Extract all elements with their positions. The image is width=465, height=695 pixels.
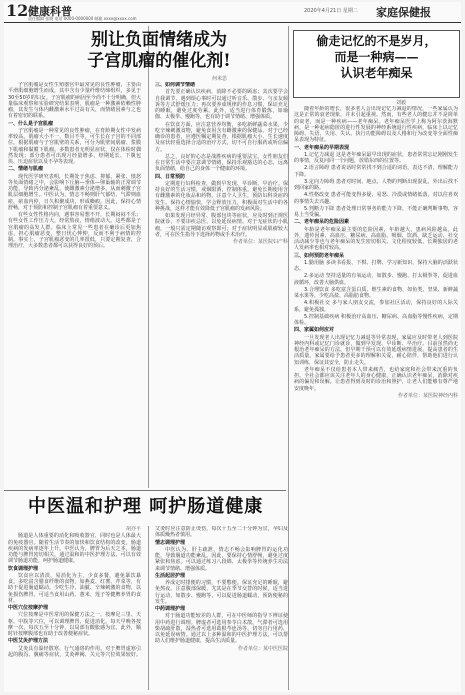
subheading: 情志调理护理 (155, 539, 186, 546)
byline: 作者单位：某医院神经内科 (397, 392, 458, 399)
article2-body (8, 526, 288, 690)
section-rule (4, 490, 286, 491)
subheading: 中医艾灸护理方法 (8, 638, 49, 645)
paragraph: 现代医学研究表明，长期处于焦虑、抑郁、紧张、愤怒等负面情绪之中，会影响下丘脑—垂体—卵巢轴的正常调节功能，导致内分泌紊乱，使雌激素分泌增多，从而刺激子宫肌层细胞增生。中医认为，情志不畅则肝气郁结，气滞则血瘀，瘀血内停，日久积聚成块，形成癥瘕。因此，保持心情舒畅，对于预防和控制子宫肌瘤有着重要意义。 (8, 173, 141, 211)
paragraph: 5.判断力下降 患者处理日常事务的能力下降，不能正确判断事物，容易上当受骗。 (294, 205, 458, 218)
byline: 作者单位：某医院妇产科 (232, 239, 288, 245)
subheading: 四、家属如何应对 (294, 327, 335, 334)
headline-line: 偷走记忆的不是岁月， (316, 34, 437, 48)
article1-headline (44, 30, 274, 72)
newspaper-page (4, 2, 461, 692)
page-number: 12 (6, 1, 29, 20)
column-divider (288, 26, 289, 690)
paragraph: 1.勤用脑 多读书看报、下棋、打牌、学习新知识，保持大脑的活跃状态。 (294, 259, 458, 272)
paragraph: 首先要正确认识疾病，消除不必要的顾虑；其次要学会自我调节，遇到烦心事时可以通过听音乐、散步、与亲友倾诉等方式舒缓压力；再次要养成规律的作息习惯，保证充足的睡眠，避免过度劳累。此外，适当进行体育锻炼，如瑜伽、太极拳、慢跑等，也有助于调节情绪、增强体质。 (155, 89, 288, 121)
article3-body (294, 106, 458, 690)
paragraph: 肠道是人体重要的消化和吸收器官，同时也是人体最大的免疫器官。随着生活节奏的加快和饮食结构的改变，肠道疾病的发病率逐年上升。中医认为，脾胃为后天之本，肠道功能与脾胃密切相关，通过温和的中医护理方法，可以有效调节肠道功能，呵护肠道健康。 (8, 533, 141, 565)
paragraph: 艾灸具有温经散寒、行气通络的作用。对于脾胃虚寒引起的腹泻、腹痛等症状，艾灸神阙、关元等穴位效果较好。艾灸时应注意防止烫伤，每次十五至二十分钟为宜，孕妇及体质燥热者慎用。 (8, 526, 288, 658)
paragraph: 如果发现月经异常、腹部包块等症状，应及时到正规医院就诊，不要讳疾忌医，以免延误病情。对于无症状的小肌瘤，一般只需定期随访观察即可；对于症状明显或肌瘤较大者，可在医生指导下选择药物或手术治疗。 (155, 213, 288, 238)
editor-info: 责任编辑 张晓 电话 0000-0000000 邮箱 xxxx@xxxx.com (28, 16, 137, 21)
headline-line: 子宫肌瘤的催化剂! (87, 51, 231, 71)
paper-name: 家庭保健报 (376, 6, 431, 19)
article1-body (8, 82, 288, 490)
headline-line: 而是一种病—— (334, 50, 419, 64)
paragraph: 3.合理饮食 多吃富含蛋白质、维生素的食物，如鱼类、坚果、新鲜蔬菜水果等，少吃高盐、高脂肪食物。 (294, 286, 458, 299)
paragraph: 子宫肌瘤是女性生殖器官中最常见的良性肿瘤，主要由平滑肌细胞增生而成，其中含有少量纤维结缔组织，多见于30至50岁的妇女。子宫肌瘤的病因至今尚不十分明确，但大量临床观察和实验研究结果表明，肌瘤是一种激素依赖性肿瘤，其发生与体内雌激素水平过高有关，而情绪因素与之也有着密切的联系。 (8, 82, 141, 120)
byline: 作者单位：某中医医院 (237, 645, 288, 652)
paragraph: 一旦发现老人出现记忆力减退等异常表现，家属应及时带老人到医院神经内科或记忆门诊就诊，做到早发现、早诊断、早治疗。目前虽然尚无根治老年痴呆的方法，但早期干预可以有效延缓病情进展，提高患者的生活质量。家属要给予患者更多的理解和关爱，耐心陪伴，帮助他们进行认知训练，保证其安全，防止走失。 (294, 334, 458, 366)
issue-date: 2020年4月21日 星期二 (304, 8, 358, 14)
page-header (4, 2, 461, 23)
subheading: 中药调理护理 (155, 606, 186, 612)
subheading: 四、日常预防 (155, 173, 186, 180)
paragraph: 有些女性性格内向，遇事容易想不开，长期闷闷不乐；有些女性工作压力大，经常熬夜，情绪波动大。这些都是子宫肌瘤的高发人群。临床上常见一些患者在确诊后更加焦虑，担心肌瘤恶变，整日忧心忡忡，反而不利于病情的控制。事实上，子宫肌瘤恶变的几率很低，只要定期复查，合理治疗，大多数患者都可以获得良好的预后。 (8, 212, 141, 250)
paragraph: 2.语言障碍 患者说话时常常找不到合适的词语，表达不清，理解能力下降。 (294, 165, 458, 178)
paragraph: 养成定时排便的习惯，不要憋便。保证充足的睡眠，避免熬夜。注意腹部保暖，尤其是在季节交替的时候。适当进行运动，如散步、慢跑等，可以促进肠道蠕动，预防便秘的发生。 (155, 580, 288, 605)
article2-headline: 中医温和护理 呵护肠道健康 (28, 496, 264, 517)
section-title: 健康科普 (28, 5, 72, 18)
subheading: 生活起居护理 (155, 572, 186, 579)
subheading: 一、老年痴呆的早期表现 (294, 144, 350, 151)
subheading: 饮食调理护理 (8, 565, 39, 572)
paragraph: 5.控制基础疾病 积极治疗高血压、糖尿病、高血脂等慢性疾病，定期体检。 (294, 313, 458, 326)
paragraph: 定期进行妇科检查，做到早发现、早诊断、早治疗。保持良好的生活习惯，戒烟限酒，控制体重。避免长期使用含有雌激素的化妆品和药物。注意个人卫生，预防妇科炎症的发生。保持心情愉快，学会释放压力，积极面对生活中的各种挑战，这样才能有效降低子宫肌瘤的发病风险。 (155, 180, 288, 212)
subheading: 二、情绪与肌瘤 (8, 166, 44, 173)
article3-headline (294, 33, 459, 81)
paragraph: 4.积极社交 多与家人朋友交流，参加社区活动，保持良好的人际关系，避免孤独。 (294, 300, 458, 313)
article1-author: 何米思 (212, 76, 228, 82)
paragraph: 3.定向力障碍 患者对时间、地点、人物的判断出现混乱，外出后找不到回家的路。 (294, 178, 458, 191)
paragraph: 对于肠道功能较差的人群，可在中医师的指导下辨证使用中药进行调理。脾虚者可选用参苓白术散，气滞者可选用柴胡疏肝散，湿热者可选用葛根芩连汤等。切勿自行用药，以免延误病情。通过以上多种温和的中医护理方法，可以帮助人们维护肠道健康，提高生活质量。 (155, 613, 288, 645)
paragraph: 饮食应以清淡、易消化为主，少食多餐，避免暴饮暴食。多吃富含膳食纤维的食物，如燕麦、红薯、芹菜等，有助于促进肠道蠕动。少吃生冷、油腻、辛辣刺激的食物，以免损伤脾胃。可适当食用山药、薏米、莲子等健脾养胃的食材。 (8, 572, 141, 604)
paragraph: 子宫肌瘤是一种常见的良性肿瘤，在育龄期女性中发病率较高。肌瘤大小不一，数目不等，可生长在子宫的不同部位。根据肌瘤与子宫肌壁的关系，可分为肌壁间肌瘤、浆膜下肌瘤和黏膜下肌瘤。多数患者无明显症状，仅在体检时偶然发现；部分患者可出现月经量增多、经期延长、下腹包块、压迫症状以及不孕等表现。 (8, 127, 141, 165)
article3-author: 刘毅 (396, 100, 407, 106)
paragraph: 在饮食方面，应注意营养均衡，多吃新鲜蔬菜水果，少吃辛辣刺激食物，避免食用含有雌激素的保健品。对于已经确诊的患者，应遵医嘱定期复查，根据肌瘤大小、生长速度及症状轻重选择合适的治疗方式，切不可自行服药或听信偏方。 (155, 121, 288, 153)
article2-author: 胡亦平 (125, 526, 141, 532)
article3-headline-box (293, 30, 460, 98)
paragraph: 4.性格改变 患者可能变得多疑、易怒、冷漠或情绪低落，对以往喜欢的事情失去兴趣。 (294, 192, 458, 205)
paragraph: 1.记忆力减退 这是老年痴呆最早出现的症状，患者常常忘记刚刚发生的事情，反复问同一个问题，放错东西的位置等。 (294, 151, 458, 164)
subheading: 二、老年痴呆的危险因素 (294, 219, 350, 226)
subheading: 三、如何预防老年痴呆 (294, 252, 345, 259)
paragraph: 总之，良好的心态是战胜疾病的重要法宝。女性朋友们在日常生活中要注意调节情绪，保持乐观豁达的心态，远离负面情绪，给自己的身体一个健康的环境。 (155, 153, 288, 173)
paragraph: 中医认为，肝主疏泄，情志不畅会影响脾胃的运化功能，导致肠道功能紊乱。因此，要保持心情舒畅，避免过度紧张和焦虑。可以通过练习八段锦、太极拳等传统养生功法来调节情绪、增强体质。 (155, 546, 288, 572)
paragraph: 年龄是老年痴呆最主要的危险因素，年龄越大，患病风险越高。此外，遗传因素、高血压、糖尿病、高血脂、吸烟、饮酒、缺乏运动、社交活动减少等也与老年痴呆的发生密切相关。文化程度较低、长期独居的老人发病率也相对较高。 (294, 226, 458, 252)
paragraph: 老年痴呆不仅给患者本人带来痛苦，也给家庭和社会带来沉重的负担。全社会都应该关注老年人的身心健康，正确认识老年痴呆，消除对疾病的偏见和误解，让患者得到及时的诊治和照护，让老人们能够有尊严地安度晚年。 (294, 366, 458, 392)
subheading: 三、如何调节情绪 (155, 82, 196, 88)
paragraph: 穴位按摩是中医常用的保健方法之一。按摩足三里、天枢、中脘等穴位，可以调理脾胃、促进消化。每天早晚各按摩一次，每次五至十分钟，以局部有酸胀感为宜。此外，顺时针按摩腹部也有助于改善便秘症状。 (8, 612, 141, 637)
headline-line: 认识老年痴呆 (340, 66, 413, 80)
paragraph: 2.多运动 坚持适量的有氧运动，如散步、慢跑、打太极拳等，促进血液循环，改善大脑供血。 (294, 273, 458, 286)
paragraph: 随着年龄的增长，很多老人会出现记忆力减退的情况，一些家属认为这是正常的衰老现象，并未引起重视。然而，有些老人的健忘并不是简单的衰老，而是一种疾病——老年痴呆。老年痴呆医学上称为阿尔茨海默病，是一种起病隐匿的进行性发展的神经系统退行性疾病，临床上以记忆障碍、失语、失用、失认、执行功能障碍以及人格和行为改变等全面性痴呆表现为特征。 (294, 106, 458, 144)
subheading: 一、什么是子宫肌瘤 (8, 120, 54, 127)
headline-line: 别让负面情绪成为 (91, 30, 227, 50)
subheading: 中医穴位按摩护理 (8, 605, 49, 611)
